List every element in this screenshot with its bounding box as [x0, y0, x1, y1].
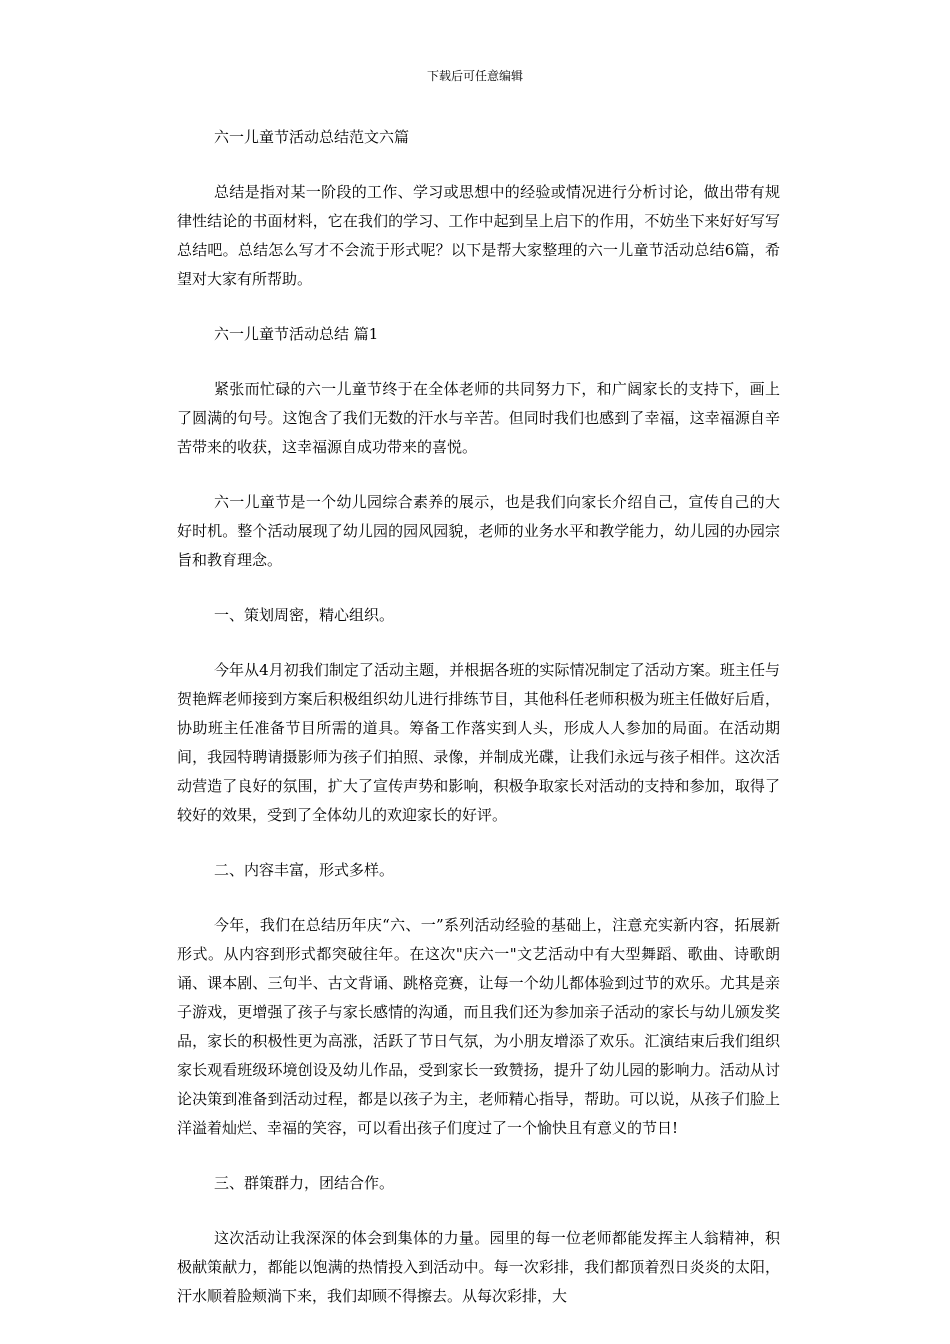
- paragraph-2: 六一儿童节是一个幼儿园综合素养的展示，也是我们向家长介绍自己，宣传自己的大好时机。整个活动展现了幼儿园的园风园貌，老师的业务水平和教学能力，幼儿园的办园宗旨和教育理念。: [177, 493, 780, 569]
- header-note: 下载后可任意编辑: [426, 69, 523, 83]
- subheading-2: 二、内容丰富，形式多样。: [214, 861, 395, 879]
- paragraph-3: 今年从4月初我们制定了活动主题，并根据各班的实际情况制定了活动方案。班主任与贺艳辉老师接到方案后积极组织幼儿进行排练节目，其他科任老师积极为班主任做好后盾，协助班主任准备节目所需的道具。筹备工作落实到人头，形成人人参加的局面。在活动期间，我园特聘请摄影师为孩子们拍照、录像，并制成光碟，让我们永远与孩子相伴。这次活动营造了良好的氛围，扩大了宣传声势和影响，积极争取家长对活动的支持和参加，取得了较好的效果，受到了全体幼儿的欢迎家长的好评。: [177, 661, 780, 824]
- document-body: [177, 123, 780, 1311]
- paragraph-4: 今年，我们在总结历年庆“六、一”系列活动经验的基础上，注意充实新内容，拓展新形式。从内容到形式都突破往年。在这次"庆六一"文艺活动中有大型舞蹈、歌曲、诗歌朗诵、课本剧、三句半、古文背诵、跳格竞赛，让每一个幼儿都体验到过节的欢乐。尤其是亲子游戏，更增强了孩子与家长感情的沟通，而且我们还为参加亲子活动的家长与幼儿颁发奖品，家长的积极性更为高涨，活跃了节日气氛，为小朋友增添了欢乐。汇演结束后我们组织家长观看班级环境创设及幼儿作品，受到家长一致赞扬，提升了幼儿园的影响力。活动从讨论决策到准备到活动过程，都是以孩子为主，老师精心指导，帮助。可以说，从孩子们脸上洋溢着灿烂、幸福的笑容，可以看出孩子们度过了一个愉快且有意义的节日!: [177, 916, 780, 1137]
- section-title: 六一儿童节活动总结 篇1: [214, 325, 379, 343]
- subheading-1: 一、策划周密，精心组织。: [214, 606, 395, 624]
- paragraph-1: 紧张而忙碌的六一儿童节终于在全体老师的共同努力下，和广阔家长的支持下，画上了圆满的句号。这饱含了我们无数的汗水与辛苦。但同时我们也感到了幸福，这幸福源自辛苦带来的收获，这幸福源自成功带来的喜悦。: [177, 380, 780, 456]
- subheading-3: 三、群策群力，团结合作。: [214, 1174, 395, 1192]
- paragraph-5: 这次活动让我深深的体会到集体的力量。园里的每一位老师都能发挥主人翁精神，积极献策献力，都能以饱满的热情投入到活动中。每一次彩排，我们都顶着烈日炎炎的太阳，汗水顺着脸颊淌下来，我们却顾不得擦去。从每次彩排，大: [177, 1229, 780, 1305]
- document-title: 六一儿童节活动总结范文六篇: [214, 128, 410, 146]
- intro-paragraph: 总结是指对某一阶段的工作、学习或思想中的经验或情况进行分析讨论，做出带有规律性结论的书面材料，它在我们的学习、工作中起到呈上启下的作用，不妨坐下来好好写写总结吧。总结怎么写才不会流于形式呢？以下是帮大家整理的六一儿童节活动总结6篇，希望对大家有所帮助。: [177, 183, 780, 288]
